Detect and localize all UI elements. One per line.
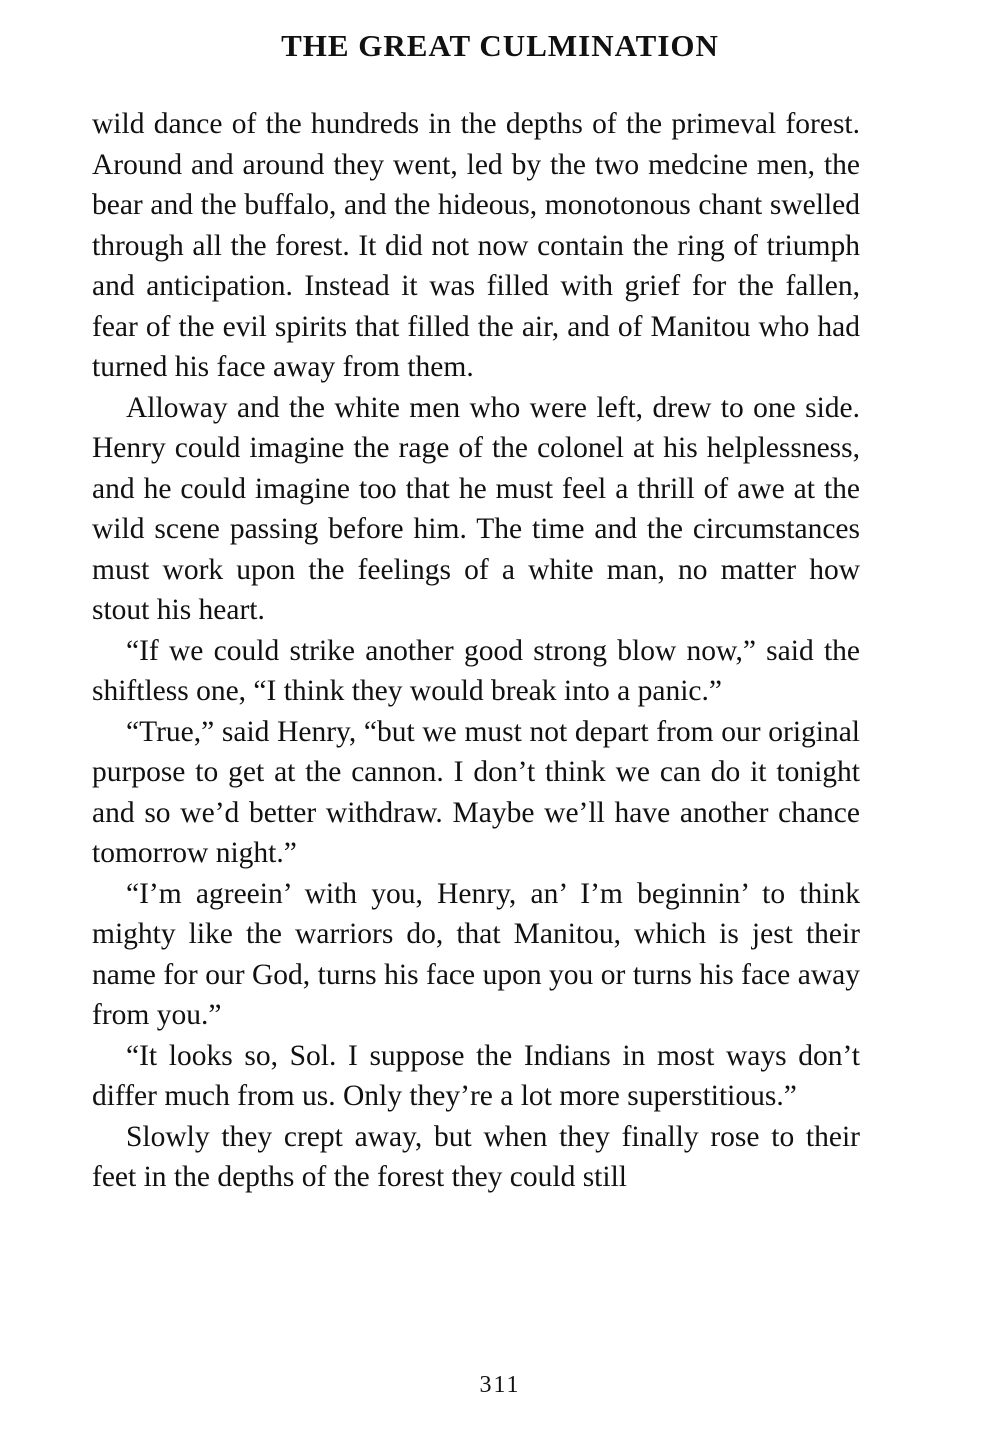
paragraph-4: “True,” said Henry, “but we must not depart from our original purpose to get at the cannon. I don’t think we can do it tonight and so we’d better withdraw. Maybe we’ll have another chance tomorrow night.” [92, 715, 860, 869]
paragraph-3: “If we could strike another good strong blow now,” said the shiftless one, “I think they would break into a panic.” [92, 634, 860, 707]
paragraph-2: Alloway and the white men who were left, drew to one side. Henry could imagine the rage of the colonel at his helplessness, and he could imagine too that he must feel a thrill of awe at the wild scene passing before him. The time and the circumstances must work upon the feelings of a white man, no matter how stout his heart. [92, 391, 860, 626]
paragraph-5: “I’m agreein’ with you, Henry, an’ I’m beginnin’ to think mighty like the warriors do, that Manitou, which is jest their name for our God, turns his face upon you or turns his face away from you.” [92, 877, 860, 1031]
page-number: 311 [479, 1372, 521, 1398]
body-text [92, 104, 860, 1198]
paragraph-1: wild dance of the hundreds in the depths of the primeval forest. Around and around they went, led by the two medcine men, the bear and the buffalo, and the hideous, monotonous chant swelled through all the forest. It did not now contain the ring of triumph and anticipation. Instead it was filled with grief for the fallen, fear of the evil spirits that filled the air, and of Manitou who had turned his face away from them. [92, 108, 860, 383]
paragraph-7: Slowly they crept away, but when they finally rose to their feet in the depths of the forest they could still [92, 1120, 860, 1193]
running-title: THE GREAT CULMINATION [281, 28, 719, 63]
paragraph-6: “It looks so, Sol. I suppose the Indians in most ways don’t differ much from us. Only they’re a lot more superstitious.” [92, 1039, 860, 1112]
